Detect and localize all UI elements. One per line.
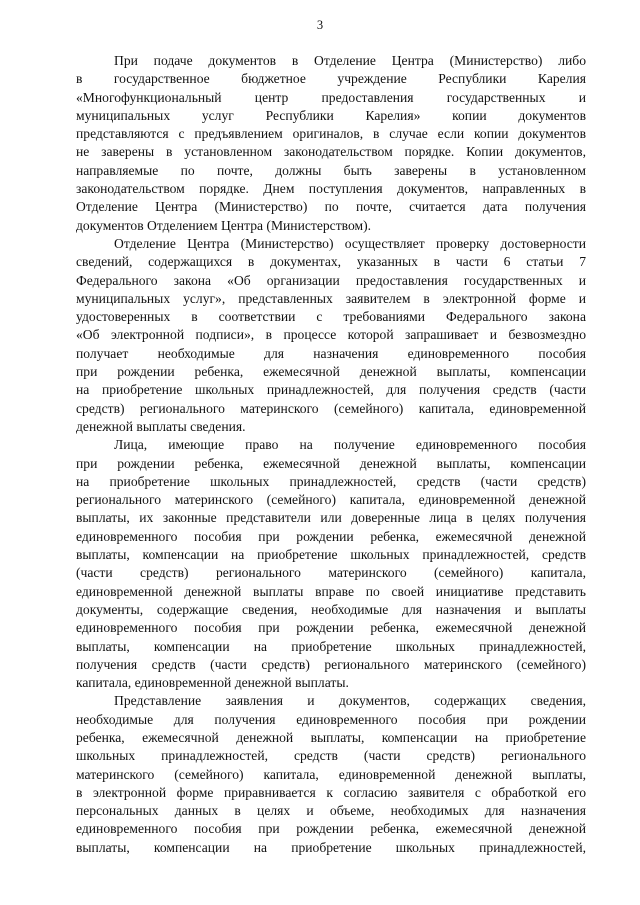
text-line: не заверены в установленном законодательством порядке. Копии документов,: [76, 144, 586, 160]
text-line: на приобретение школьных принадлежностей, для получения средств (части: [76, 382, 586, 398]
text-line: муниципальных услуг», представленных заявителем в электронной форме и: [76, 290, 586, 306]
text-line: Отделение Центра (Министерство) осуществляет проверку достоверности: [114, 235, 586, 251]
text-line: в электронной форме приравнивается к согласию заявителя с обработкой его: [76, 784, 586, 800]
text-line: выплаты, компенсации на приобретение школьных принадлежностей, средств: [76, 547, 586, 563]
text-line: школьных принадлежностей, средств (части средств) регионального: [76, 748, 586, 764]
paragraph-electronic-submission-consent: [76, 692, 586, 857]
text-line: ребенка, ежемесячной денежной выплаты, компенсации на приобретение: [76, 729, 586, 745]
text-line: представляются с предъявлением оригиналов, в случае если копии документов: [76, 126, 586, 142]
text-line: При подаче документов в Отделение Центра (Министерство) либо: [114, 53, 586, 68]
text-line: единовременного пособия при рождении ребенка, ежемесячной денежной: [76, 528, 586, 544]
text-line: Отделение Центра (Министерство) по почте, считается дата получения: [76, 199, 586, 215]
paragraph-submission-of-documents: [76, 52, 586, 235]
paragraph-verification-of-information: [76, 235, 586, 436]
text-line: получает необходимые для назначения единовременного пособия: [76, 345, 586, 361]
document-body: [76, 52, 586, 857]
text-line: Представление заявления и документов, содержащих сведения,: [114, 693, 586, 709]
text-line: (части средств) регионального материнского (семейного) капитала,: [76, 565, 586, 581]
text-line: при рождении ребенка, ежемесячной денежной выплаты, компенсации: [76, 364, 586, 380]
text-line: средств) регионального материнского (семейного) капитала, единовременной: [76, 400, 586, 416]
text-line: «Многофункциональный центр предоставления государственных и: [76, 89, 586, 105]
text-line: выплаты, компенсации на приобретение школьных принадлежностей,: [76, 638, 586, 654]
text-line: получения средств (части средств) регионального материнского (семейного): [76, 656, 586, 672]
text-line: выплаты, компенсации на приобретение школьных принадлежностей,: [76, 839, 586, 855]
text-line: единовременного пособия при рождении ребенка, ежемесячной денежной: [76, 620, 586, 636]
text-line: на приобретение школьных принадлежностей, средств (части средств): [76, 473, 586, 489]
text-line: муниципальных услуг Республики Карелия» копии документов: [76, 107, 586, 123]
paragraph-entitled-persons: [76, 436, 586, 692]
text-line: Лица, имеющие право на получение единовременного пособия: [114, 437, 586, 453]
page-number: 3: [316, 18, 324, 32]
text-line: персональных данных в целях и объеме, необходимых для назначения: [76, 803, 586, 819]
text-line: «Об электронной подписи», в процессе которой запрашивает и безвозмездно: [76, 327, 586, 343]
text-line: законодательством порядке. Днем поступления документов, направленных в: [76, 181, 586, 197]
text-line: капитала, единовременной денежной выплаты.: [76, 675, 349, 691]
text-line: единовременной денежной выплаты вправе по своей инициативе представить: [76, 583, 586, 599]
text-line: документов Отделением Центра (Министерством).: [76, 217, 372, 233]
text-line: в государственное бюджетное учреждение Республики Карелия: [76, 71, 586, 87]
text-line: Федерального закона «Об организации предоставления государственных и: [76, 272, 586, 288]
text-line: сведений, содержащихся в документах, указанных в части 6 статьи 7: [76, 254, 586, 270]
text-line: выплаты, их законные представители или доверенные лица в целях получения: [76, 510, 586, 526]
text-line: материнского (семейного) капитала, единовременной денежной выплаты,: [76, 766, 586, 782]
text-line: денежной выплаты сведения.: [76, 418, 246, 434]
text-line: при рождении ребенка, ежемесячной денежной выплаты, компенсации: [76, 455, 586, 471]
text-line: документы, содержащие сведения, необходимые для назначения и выплаты: [76, 601, 586, 617]
text-line: единовременного пособия при рождении ребенка, ежемесячной денежной: [76, 821, 586, 837]
text-line: необходимые для получения единовременного пособия при рождении: [76, 711, 586, 727]
text-line: направляемые по почте, должны быть заверены в установленном: [76, 162, 586, 178]
text-line: регионального материнского (семейного) капитала, единовременной денежной: [76, 492, 586, 508]
text-line: удостоверенных в соответствии с требованиями Федерального закона: [76, 309, 586, 325]
